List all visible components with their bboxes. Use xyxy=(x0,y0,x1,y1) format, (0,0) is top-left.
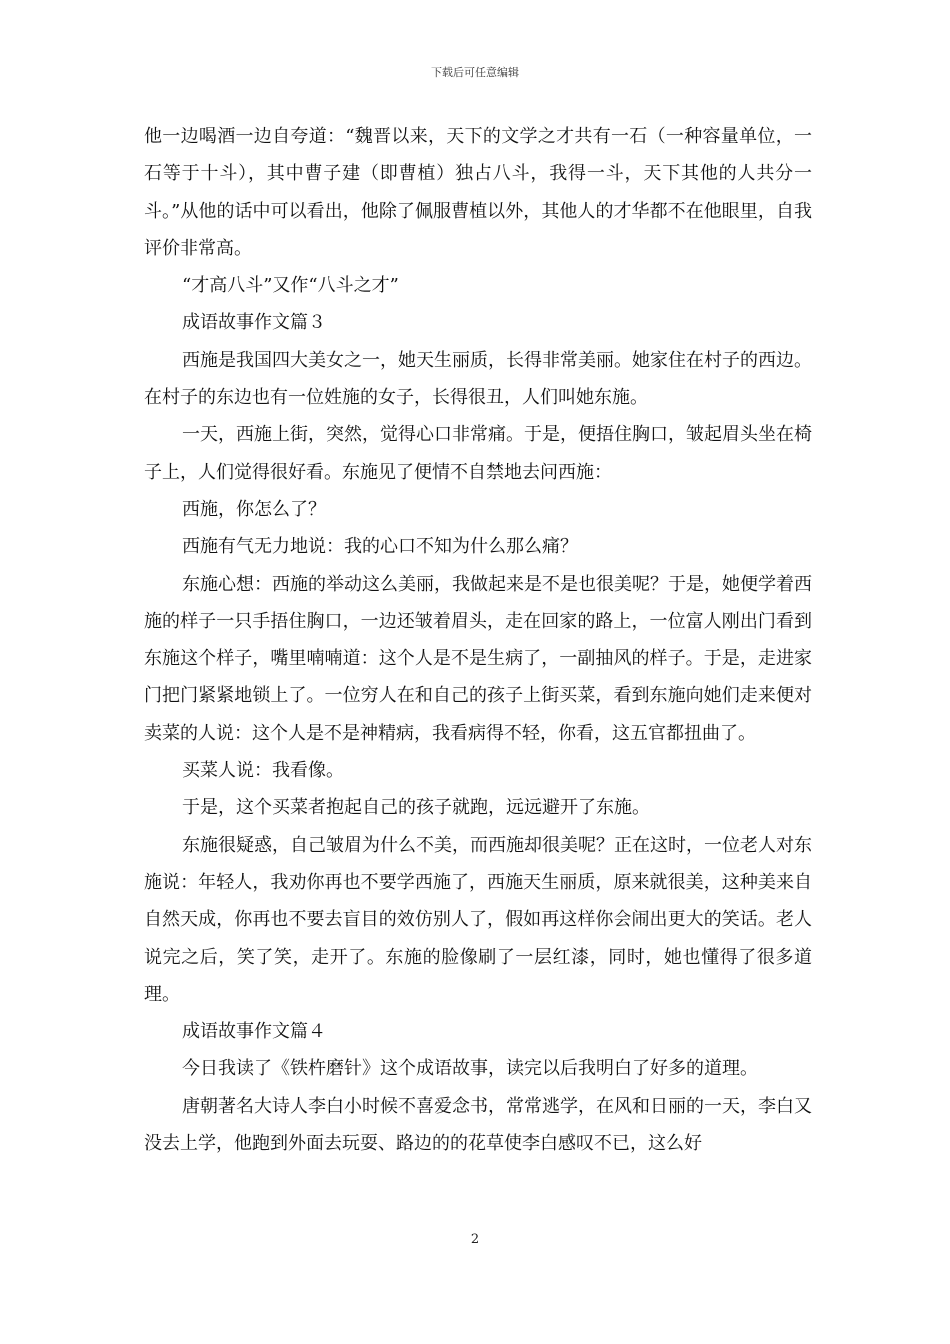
paragraph: 东施很疑惑，自己皱眉为什么不美，而西施却很美呢？正在这时，一位老人对东施说：年轻人，我劝你再也不要学西施了，西施天生丽质，原来就很美，这种美来自自然天成，你再也不要去盲目的效仿别人了，假如再这样你会闹出更大的笑话。老人说完之后，笑了笑，走开了。东施的脸像刷了一层红漆，同时，她也懂得了很多道理。 xyxy=(144,834,812,1005)
section-heading: 成语故事作文篇４ xyxy=(182,1021,326,1043)
paragraph: “才高八斗”又作“八斗之才” xyxy=(182,275,399,297)
paragraph: 东施心想：西施的举动这么美丽，我做起来是不是也很美呢？于是，她便学着西施的样子一只手捂住胸口，一边还皱着眉头，走在回家的路上，一位富人刚出门看到东施这个样子，嘴里喃喃道：这个人是不是生病了，一副抽风的样子。于是，走进家门把门紧紧地锁上了。一位穷人在和自己的孩子上街买菜，看到东施向她们走来便对卖菜的人说：这个人是不是神精病，我看病得不轻，你看，这五官都扭曲了。 xyxy=(144,573,812,744)
paragraph: 西施是我国四大美女之一，她天生丽质，长得非常美丽。她家住在村子的西边。在村子的东边也有一位姓施的女子，长得很丑，人们叫她东施。 xyxy=(144,349,812,409)
paragraph: 买菜人说：我看像。 xyxy=(182,760,344,782)
section-heading: 成语故事作文篇３ xyxy=(182,312,326,334)
paragraph: 一天，西施上街，突然，觉得心口非常痛。于是，便捂住胸口，皱起眉头坐在椅子上，人们觉得很好看。东施见了便情不自禁地去问西施： xyxy=(144,424,812,483)
paragraph: 唐朝著名大诗人李白小时候不喜爱念书，常常逃学，在风和日丽的一天，李白又没去上学，他跑到外面去玩耍、路边的的花草使李白感叹不已，这么好 xyxy=(144,1095,812,1155)
document-body xyxy=(144,118,812,1162)
paragraph: 西施有气无力地说：我的心口不知为什么那么痛？ xyxy=(182,536,578,558)
paragraph: 西施，你怎么了？ xyxy=(182,498,326,520)
paragraph: 于是，这个买菜者抱起自己的孩子就跑，远远避开了东施。 xyxy=(182,797,650,819)
page-header: 下载后可任意编辑 xyxy=(431,66,519,79)
paragraph: 今日我读了《铁杵磨针》这个成语故事，读完以后我明白了好多的道理。 xyxy=(182,1058,758,1080)
page-number: 2 xyxy=(470,1232,480,1247)
paragraph: 他一边喝酒一边自夸道：“魏晋以来，天下的文学之才共有一石（一种容量单位，一石等于十斗），其中曹子建（即曹植）独占八斗，我得一斗，天下其他的人共分一斗。”从他的话中可以看出，他除了佩服曹植以外，其他人的才华都不在他眼里，自我评价非常高。 xyxy=(144,126,812,259)
